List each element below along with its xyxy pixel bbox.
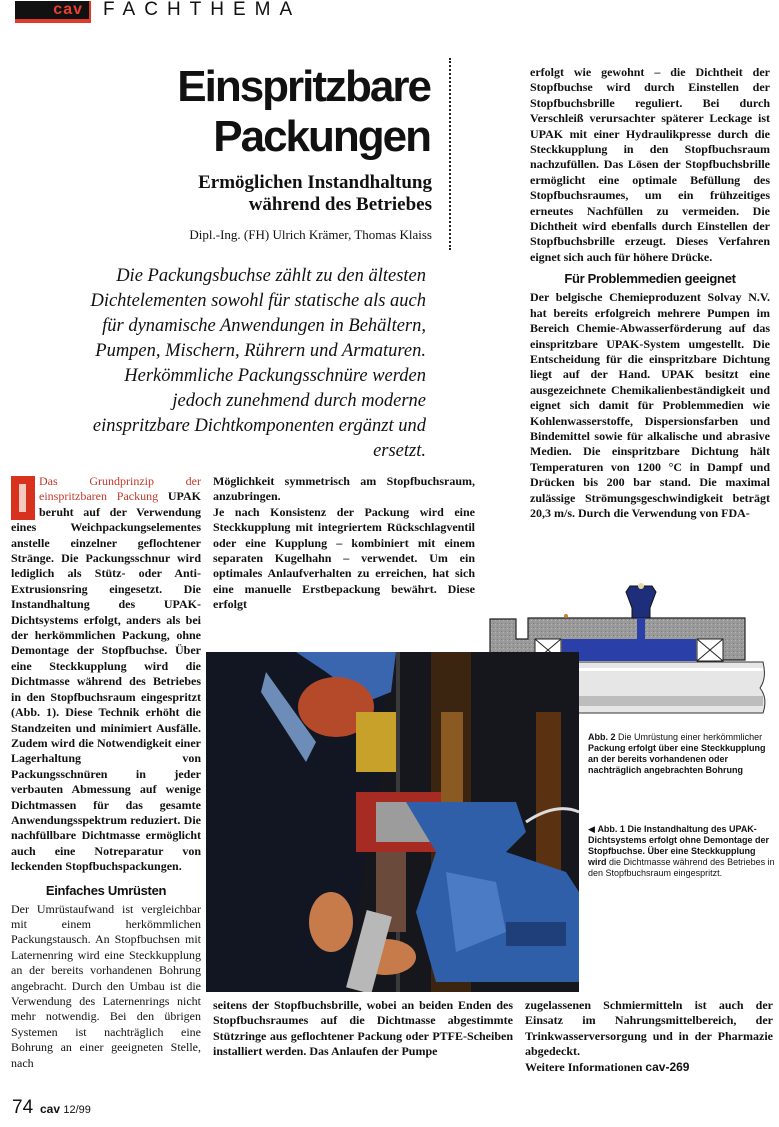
dotted-divider xyxy=(449,58,451,250)
more-info xyxy=(525,1060,773,1075)
column-2-bottom xyxy=(213,998,513,1060)
heading-problemmedien: Für Problemmedien geeignet xyxy=(564,271,736,287)
abb2-label: Abb. 2 xyxy=(588,732,616,742)
footer-issue: 12/99 xyxy=(63,1104,91,1116)
column-3-bottom xyxy=(525,998,773,1075)
footer-logo-text: cav xyxy=(40,1102,61,1116)
col1-paragraph-1: UPAK beruht auf der Verwendung eines Weichpackungselementes anstelle einzelner geflochtener Stränge. Die Packungsschnur wird lediglich als Stütz- oder Anti-Extrusionsring eingesetzt. Die Instandhaltung des UPAK-Dichtsystems erfolgt, anders als bei der herkömmlichen Packung, ohne Demontage der Stopfbuchse. Über eine Steckkupplung wird die Dichtmasse während des Betriebes in den Stopfbuchsraum eingespritzt (Abb. 1). Diese Technik erhöht die Standzeiten und minimiert Ausfälle. Zudem wird die Notwendigkeit einer Lagerhaltung von Packungsschnüren in jeder verbauten Abmessung auf wenige Dichtmassen für das gesamte Anwendungsspektrum reduziert. Die nachfüllbare Dichtmasse ermöglicht auch eine Notreparatur von leckenden Stopfbuchspackungen. xyxy=(11,489,201,874)
footer-logo xyxy=(40,1102,91,1117)
col1-paragraph-2: Der Umrüstaufwand ist vergleichbar mit einem herkömmlichen Packungstausch. An Stopfbuchsen mit Laternenring wird eine Steckkupplung an der bereits vorhandenen Bohrung angebracht. Durch den Umbau ist die Verwendung des Laternenrings nicht mehr notwendig. Bei den übrigen Systemen ist nachträglich eine Bohrung an einer geeigneten Stelle, nach xyxy=(11,901,201,1070)
column-3-top xyxy=(530,65,770,521)
title-line-1: Einspritzbare xyxy=(177,62,430,111)
heading-einfaches-umruesten: Einfaches Umrüsten xyxy=(45,882,167,898)
dropcap xyxy=(11,476,35,520)
column-2 xyxy=(213,474,475,613)
subtitle-line-2: während des Betriebes xyxy=(248,194,432,215)
dropcap-letter: D xyxy=(39,474,48,488)
magazine-logo xyxy=(15,1,91,23)
authors: Dipl.-Ing. (FH) Ulrich Krämer, Thomas Klaiss xyxy=(189,227,432,242)
arrow-left-icon: ◀ xyxy=(588,824,595,834)
intro-red-text: as Grundprinzip der einspritzbaren Packung xyxy=(39,474,201,504)
column-1 xyxy=(11,474,201,1071)
col3-paragraph-1: erfolgt wie gewohnt – die Dichtheit der Stopfbuchse wird durch Einstellen der Stopfbuchsbrille reguliert. Bei durch Verschleiß verursachter späterer Leckage ist UPAK mit einer Hydraulikpresse durch die Steckkupplung in den Stopfbuchsraum nachzufüllen. Das Lösen der Stopfbuchsbrille ermöglicht eine optimale Befüllung des Stopfbuchsraumes, um ein frühzeitiges erneutes Nachfüllen zu vermeiden. Die Dichtheit wird ebenfalls durch Einstellen der Stopfbuchsbrille erzeugt. Dieses Verfahren eignet sich auch für höhere Drücke. xyxy=(530,65,770,264)
abb2-text-1: Die Umrüstung einer herkömmlicher xyxy=(618,732,763,742)
figure-1-caption xyxy=(588,824,776,879)
article-subtitle xyxy=(160,172,432,216)
page-number: 74 xyxy=(12,1097,34,1118)
article-title xyxy=(160,62,430,162)
col2-paragraph-1: Möglichkeit symmetrisch am Stopfbuchsraum, anzubringen. xyxy=(213,474,475,504)
lead-paragraph: Die Packungsbuchse zählt zu den ältesten Dichtelementen sowohl für statische als auch für dynamische Anwendungen in Behältern, Pumpen, Mischern, Rührern und Armaturen. Herkömmliche Packungsschnüre werden jedoch zunehmend durch moderne einspritzbare Dichtkomponenten ergänzt und ersetzt. xyxy=(90,266,426,461)
more-info-label: Weitere Informationen xyxy=(525,1059,643,1074)
subtitle-line-1: Ermöglichen Instandhaltung xyxy=(198,172,432,193)
photo-worker-pump xyxy=(206,652,579,992)
abb1-text-1: Die Instandhaltung des UPAK-Dichtsystems erfolgt ohne Demontage der Stopfbuchse. Über eine Steckkupplung wird xyxy=(588,824,770,867)
figure-2-caption xyxy=(588,732,776,776)
col2-paragraph-3: seitens der Stopfbuchsbrille, wobei an beiden Enden des Stopfbuchsraumes auf die Dichtmasse abgestimmte Stützringe aus geflochtener Packung oder PTFE-Scheiben installiert werden. Das Anlaufen der Pumpe xyxy=(213,998,513,1059)
section-label: FACHTHEMA xyxy=(103,0,302,20)
figure-1-photo xyxy=(206,652,579,992)
abb2-text-2: Packung erfolgt über eine Steckkupplung an der bereits vorhandenen oder nachträglich angebrachten Bohrung xyxy=(588,743,766,775)
col3-paragraph-2: Der belgische Chemieproduzent Solvay N.V. hat bereits erfolgreich mehrere Pumpen im Bereich Chemie-Abwasserförderung auf das einspritzbare UPAK-System umgestellt. Die Entscheidung für die einspritzbare Dichtung liegt auf der Hand. UPAK besitzt eine ausgezeichnete Chemikalienbeständigkeit und eignet sich damit für Problemmedien wie Kohlenwasserstoffe, Dispersionsfarben und Bindemittel sowie für alkalische und abrasive Medien. Die einspritzbare Dichtung hält Temperaturen von 1200 °C in Dampf und Drücken bis 200 bar stand. Die maximal zulässige Strömungsgeschwindigkeit beträgt 20,3 m/s. Durch die Verwendung von FDA- xyxy=(530,290,770,520)
col2-paragraph-2: Je nach Konsistenz der Packung wird eine Steckkupplung mit integriertem Rückschlagventil oder eine Kupplung – kombiniert mit einem separaten Kugelhahn – verwendet. Um ein optimales Anlaufverhalten zu erreichen, hat sich eine manuelle Erstbepackung bewährt. Diese erfolgt xyxy=(213,504,475,612)
title-line-2: Packungen xyxy=(213,112,430,161)
abb1-label: Abb. 1 xyxy=(597,824,625,834)
plug-coupling xyxy=(626,586,656,618)
more-info-code: cav-269 xyxy=(645,1059,690,1074)
abb1-text-2: die Dichtmasse während des Betriebes in den Stopfbuchsraum eingespritzt. xyxy=(588,857,775,878)
worker-hand-left xyxy=(309,892,353,952)
packing-compound xyxy=(562,639,696,661)
col3-paragraph-3: zugelassenen Schmiermitteln ist auch der Einsatz im Nahrungsmittelbereich, der Trinkwasserversorgung und in der Pharmazie abgedeckt. xyxy=(525,998,773,1059)
logo-text: cav xyxy=(53,1,83,18)
